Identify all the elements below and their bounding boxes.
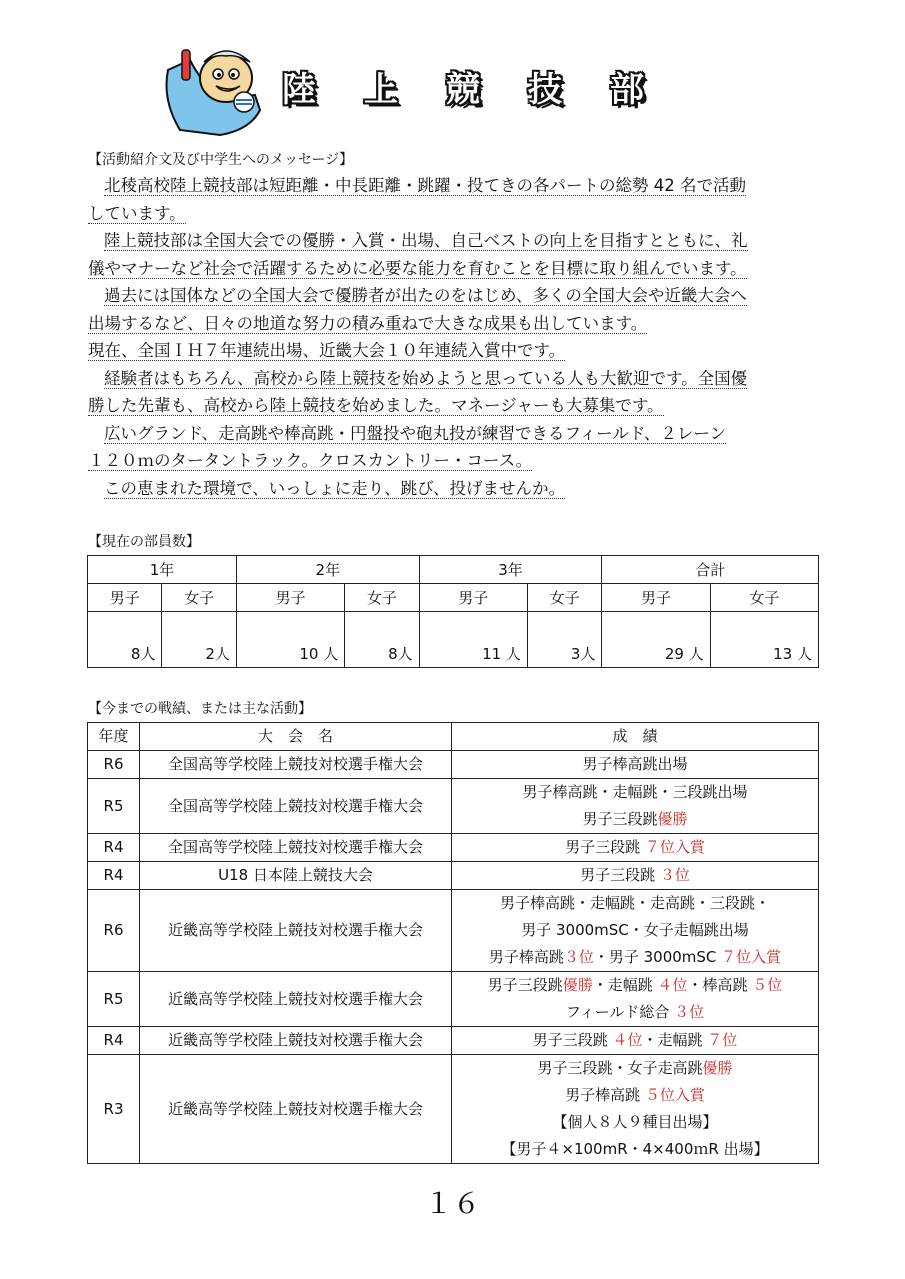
gender-header: 女子 [710, 584, 818, 612]
row-event: 近畿高等学校陸上競技対校選手権大会 [140, 972, 452, 1027]
row-result [452, 862, 819, 890]
table-row [88, 972, 819, 1027]
result-highlight: 優勝 [562, 976, 593, 994]
result-highlight: ７位入賞 [721, 948, 782, 966]
intro-line: 広いグランド、走高跳や棒高跳・円盤投や砲丸投が練習できるフィールド、２レーン [104, 423, 727, 443]
row-result [452, 834, 819, 862]
result-text: 男子 3000mSC・女子走幅跳出場 [521, 921, 749, 939]
header-result: 成 績 [452, 723, 819, 751]
members-count-row [88, 612, 819, 668]
members-heading: 【現在の部員数】 [88, 534, 200, 550]
row-result [452, 890, 819, 972]
title-char: 技 [528, 70, 562, 110]
row-event: 全国高等学校陸上競技対校選手権大会 [140, 834, 452, 862]
gender-header: 男子 [88, 584, 162, 612]
page-header [160, 40, 644, 140]
gender-header: 男子 [602, 584, 710, 612]
title-char: 部 [610, 70, 644, 110]
member-count: 29 人 [602, 612, 710, 668]
row-year: R4 [88, 862, 140, 890]
members-table [87, 555, 819, 668]
title-char: 上 [364, 70, 398, 110]
page-title [282, 62, 644, 111]
mascot-logo-icon [160, 40, 270, 140]
result-text: ・男子 3000mSC [593, 948, 722, 966]
result-highlight: 優勝 [702, 1059, 733, 1077]
intro-line: 儀やマナーなど社会で活躍するために必要な能力を育むことを目標に取り組んでいます。 [88, 258, 747, 278]
row-event: 全国高等学校陸上競技対校選手権大会 [140, 751, 452, 779]
table-row [88, 862, 819, 890]
row-result [452, 972, 819, 1027]
result-text: 男子三段跳 [582, 810, 658, 828]
row-event: 近畿高等学校陸上競技対校選手権大会 [140, 890, 452, 972]
result-text: 【男子４×100mR・4×400ｍR 出場】 [501, 1140, 769, 1158]
page-number: １６ [424, 1187, 481, 1220]
result-highlight: ５位 [752, 976, 783, 994]
year-header: 合計 [602, 556, 819, 584]
result-highlight: ４位 [657, 976, 688, 994]
result-highlight: ３位 [563, 948, 594, 966]
gender-header: 男子 [419, 584, 527, 612]
results-header-row [88, 723, 819, 751]
result-text: 男子棒高跳・走幅跳・三段跳出場 [522, 783, 748, 801]
member-count: 10 人 [236, 612, 344, 668]
member-count: 11 人 [419, 612, 527, 668]
row-year: R3 [88, 1055, 140, 1164]
row-event: U18 日本陸上競技大会 [140, 862, 452, 890]
result-text: 【個人８人９種目出場】 [552, 1113, 718, 1131]
intro-line: しています。 [88, 203, 186, 223]
result-text: 男子棒高跳 [565, 1086, 645, 1104]
row-event: 近畿高等学校陸上競技対校選手権大会 [140, 1027, 452, 1055]
results-heading: 【今までの戦績、または主な活動】 [88, 701, 312, 717]
row-result [452, 779, 819, 834]
intro-line: １２０ｍのタータントラック。クロスカントリー・コース。 [88, 451, 533, 470]
result-text: 男子三段跳 [487, 976, 563, 994]
member-count: 8人 [88, 612, 162, 668]
result-highlight: ４位 [612, 1031, 643, 1049]
member-count: 2人 [162, 612, 236, 668]
table-row [88, 1027, 819, 1055]
intro-text [88, 172, 820, 502]
gender-header: 女子 [527, 584, 601, 612]
result-text: ・走幅跳 [642, 1031, 708, 1049]
result-highlight: ７位 [707, 1031, 738, 1049]
row-event: 全国高等学校陸上競技対校選手権大会 [140, 779, 452, 834]
table-row [88, 834, 819, 862]
result-text: 男子三段跳 [532, 1031, 613, 1049]
gender-header: 女子 [162, 584, 236, 612]
result-text: 男子棒高跳・走幅跳・走高跳・三段跳・ [499, 894, 770, 912]
table-row [88, 751, 819, 779]
result-text: ・棒高跳 [687, 976, 753, 994]
header-event: 大 会 名 [140, 723, 452, 751]
result-text: 男子三段跳 [580, 866, 660, 884]
intro-line: 経験者はもちろん、高校から陸上競技を始めようと思っている人も大歓迎です。全国優 [104, 368, 748, 388]
row-event: 近畿高等学校陸上競技対校選手権大会 [140, 1055, 452, 1164]
table-row [88, 1055, 819, 1164]
intro-line: 陸上競技部は全国大会での優勝・入賞・出場、自己ベストの向上を目指すとともに、礼 [104, 231, 748, 250]
result-highlight: 優勝 [657, 810, 688, 828]
table-row [88, 779, 819, 834]
intro-line: 出場するなど、日々の地道な努力の積み重ねで大きな成果も出しています。 [88, 313, 648, 333]
intro-heading: 【活動紹介文及び中学生へのメッセージ】 [88, 152, 354, 168]
row-result [452, 751, 819, 779]
result-highlight: ７位入賞 [644, 838, 705, 856]
result-text: フィールド総合 [565, 1003, 675, 1021]
members-year-row [88, 556, 819, 584]
year-header: 1年 [88, 556, 237, 584]
gender-header: 女子 [345, 584, 419, 612]
intro-line: 現在、全国ＩＨ７年連続出場、近畿大会１０年連続入賞中です。 [88, 341, 566, 360]
member-count: 3人 [527, 612, 601, 668]
intro-line: 北稜高校陸上競技部は短距離・中長距離・跳躍・投てきの各パートの総勢 42 名で活動 [104, 176, 746, 195]
result-text: 男子三段跳・女子走高跳 [537, 1059, 703, 1077]
row-year: R5 [88, 972, 140, 1027]
row-year: R4 [88, 1027, 140, 1055]
header-year: 年度 [88, 723, 140, 751]
intro-line: 過去には国体などの全国大会で優勝者が出たのをはじめ、多くの全国大会や近畿大会へ [104, 286, 747, 305]
intro-line: 勝した先輩も、高校から陸上競技を始めました。マネージャーも大募集です。 [88, 396, 664, 415]
row-year: R6 [88, 890, 140, 972]
year-header: 2年 [236, 556, 419, 584]
title-char: 競 [446, 70, 480, 110]
result-text: 男子棒高跳 [488, 948, 564, 966]
title-char: 陸 [282, 70, 316, 110]
result-text: 男子棒高跳出場 [582, 755, 688, 773]
row-result [452, 1027, 819, 1055]
result-highlight: ３位 [659, 866, 690, 884]
gender-header: 男子 [236, 584, 344, 612]
member-count: 8人 [345, 612, 419, 668]
row-result [452, 1055, 819, 1164]
member-count: 13 人 [710, 612, 818, 668]
result-highlight: ５位入賞 [644, 1086, 705, 1104]
row-year: R6 [88, 751, 140, 779]
result-highlight: ３位 [674, 1003, 705, 1021]
row-year: R4 [88, 834, 140, 862]
year-header: 3年 [419, 556, 602, 584]
results-table [87, 722, 819, 1164]
members-gender-row [88, 584, 819, 612]
result-text: 男子三段跳 [565, 838, 645, 856]
row-year: R5 [88, 779, 140, 834]
table-row [88, 890, 819, 972]
intro-line: この恵まれた環境で、いっしょに走り、跳び、投げませんか。 [104, 478, 566, 498]
result-text: ・走幅跳 [592, 976, 658, 994]
